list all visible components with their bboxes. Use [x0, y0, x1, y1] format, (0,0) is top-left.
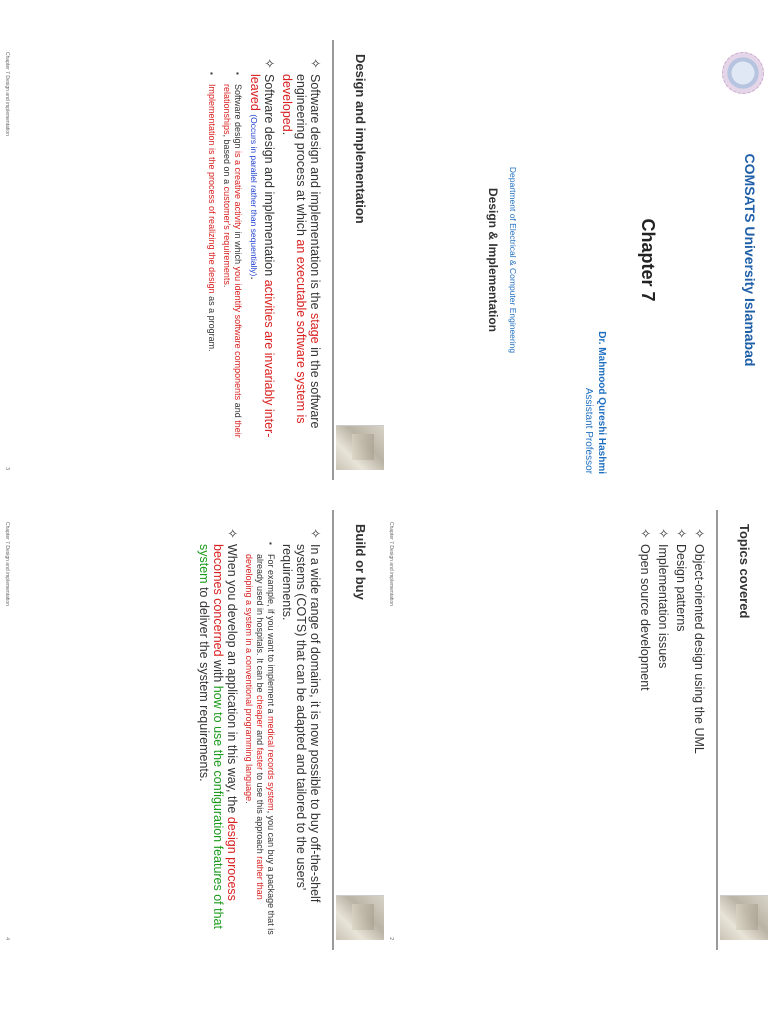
- page-number: 2: [388, 937, 394, 940]
- slide-body: [202, 58, 322, 466]
- slide-thumbnail-image: [336, 895, 384, 940]
- sub-list-item: ▪ Implementation is the process of realizing the design as a program.: [207, 72, 217, 352]
- list-item: ✧ In a wide range of domains, it is now possible to buy off-the-shelf systems (COTS) that can be adapted and tailored to the users' requirements.: [280, 528, 323, 903]
- chapter-title: Chapter 7: [638, 218, 658, 302]
- slide-1: [384, 40, 768, 480]
- slide-title: Build or buy: [353, 524, 368, 600]
- slide-body: [634, 528, 706, 936]
- list-item: ✧ Object-oriented design using the UML: [692, 528, 707, 754]
- slide-footer: Chapter 7 Design and implementation: [4, 522, 10, 606]
- slide-body: [193, 528, 322, 936]
- list-item: ✧ Software design and implementation is the stage in the software engineering process at which an executable software system is developed.: [280, 58, 323, 429]
- department: Department of Electrical & Computer Engineering: [508, 166, 518, 354]
- author-role: Assistant Professor: [583, 387, 594, 474]
- slide-subtitle: Design & Implementation: [486, 187, 500, 333]
- slide-2: [384, 510, 768, 950]
- sub-list-item: ▪ For example, if you want to implement a medical records system, you can buy a package that is already used in hospitals. It can be cheaper and faster to use this approach rather than developing a system in a conventional programming language.: [244, 542, 276, 935]
- slide-thumbnail-image: [336, 425, 384, 470]
- list-item: ✧ Software design and implementation activities are invariably inter-leaved (Occurs in parallel rather than sequentially).: [248, 58, 277, 438]
- list-item: ✧ When you develop an application in this way, the design process becomes concerned with how to use the configuration features of that system to deliver the system requirements.: [197, 528, 240, 929]
- list-item: ✧ Design patterns: [674, 528, 689, 632]
- author-name: Dr. Mahmood Qureshi Hashmi: [596, 331, 607, 474]
- slide-thumbnail-image: [720, 895, 768, 940]
- list-item: ✧ Open source development: [638, 528, 653, 691]
- divider: [332, 40, 334, 480]
- university-name: COMSATS University Islamabad: [742, 153, 758, 367]
- slide-footer: Chapter 7 Design and implementation: [4, 52, 10, 136]
- divider: [332, 510, 334, 950]
- slide-title: Design and implementation: [353, 54, 368, 224]
- divider: [716, 510, 718, 950]
- page-number: 4: [4, 937, 10, 940]
- slide-title: Topics covered: [737, 524, 752, 619]
- author-block: [582, 331, 608, 474]
- sub-list-item: ▪ Software design is a creative activity in which you identify software components and their relationships, based on a customer's requirements.: [222, 72, 243, 438]
- slide-4: [0, 510, 384, 950]
- slide-footer: Chapter 7 Design and implementation: [388, 522, 394, 606]
- list-item: ✧ Implementation issues: [656, 528, 671, 669]
- page-number: 3: [4, 467, 10, 470]
- slide-3: [0, 40, 384, 480]
